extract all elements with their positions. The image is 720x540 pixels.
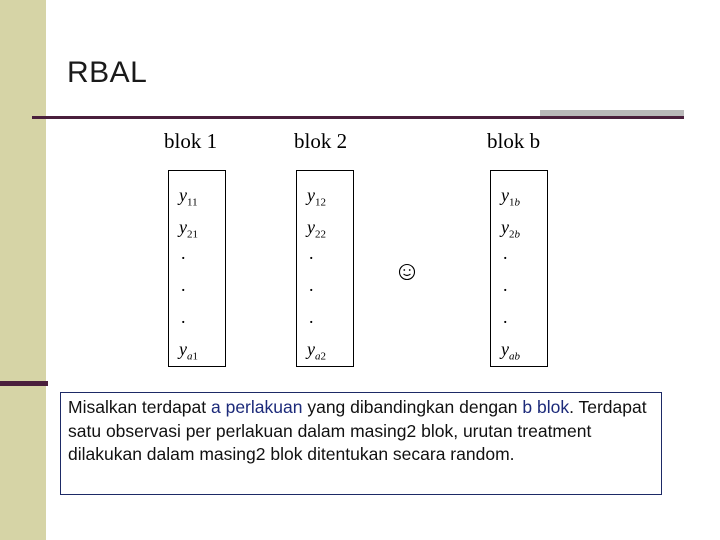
sidebar-decoration (0, 0, 46, 540)
cell-y21: $y_{21}$ (179, 217, 198, 241)
column-blok-b (490, 170, 548, 367)
cell-ya1: $y_{a1}$ (179, 339, 198, 363)
cell-y11: $y_{11}$ (179, 185, 198, 209)
column-header-blok-1: blok 1 (164, 129, 218, 153)
smiley-ellipsis-icon (398, 263, 416, 281)
dot: . (503, 275, 508, 295)
dot: . (309, 243, 314, 263)
slide-title: RBAL (67, 56, 148, 89)
column-header-blok-b: blok b (487, 129, 541, 153)
dot: . (181, 307, 186, 327)
note-text: Misalkan terdapat (68, 397, 211, 417)
dot: . (309, 275, 314, 295)
dot: . (503, 307, 508, 327)
explanation-box (60, 392, 662, 495)
cell-y22: $y_{22}$ (307, 217, 326, 241)
dot: . (181, 243, 186, 263)
cell-y2b: $y_{2b}$ (501, 217, 520, 241)
cell-y12: $y_{12}$ (307, 185, 326, 209)
note-highlight-perlakuan: a perlakuan (211, 397, 303, 417)
title-rule (32, 116, 684, 119)
cell-y1b: $y_{1b}$ (501, 185, 520, 209)
cell-ya2: $y_{a2}$ (307, 339, 326, 363)
dot: . (309, 307, 314, 327)
column-header-blok-2: blok 2 (294, 129, 348, 153)
note-text: . Terdapat satu observasi per perlakuan dalam masing2 blok, urutan treatment dilakukan dalam masing2 blok ditentukan secara random. (68, 397, 647, 464)
column-blok-2 (296, 170, 354, 367)
dot: . (181, 275, 186, 295)
note-text: yang dibandingkan dengan (302, 397, 523, 417)
note-highlight-blok: b blok (522, 397, 570, 417)
sidebar-accent (0, 381, 48, 386)
dot: . (503, 243, 508, 263)
column-blok-1 (168, 170, 226, 367)
cell-yab: $y_{ab}$ (501, 339, 520, 363)
